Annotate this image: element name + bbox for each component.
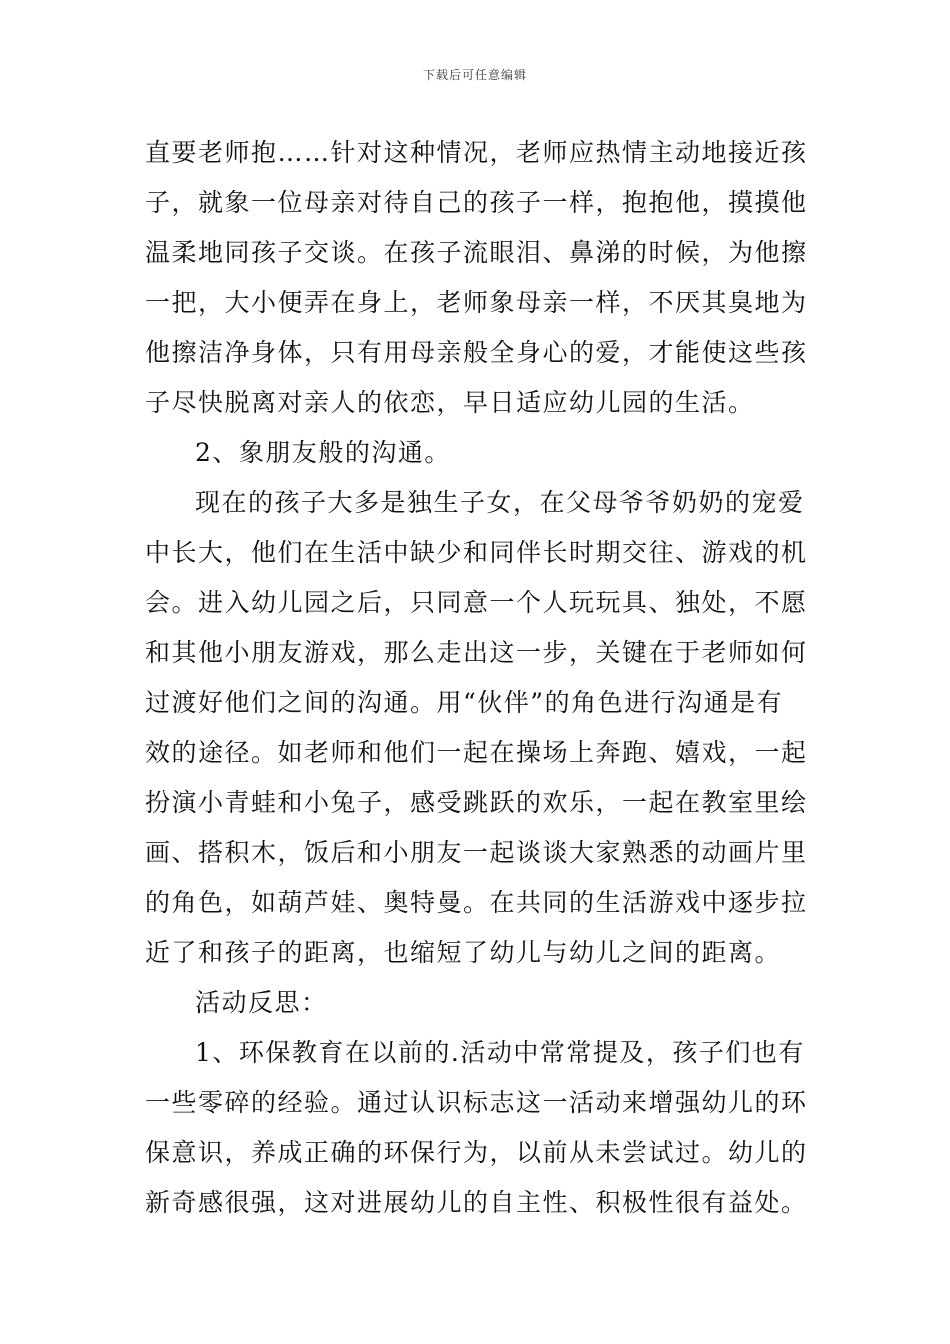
text-line: 子尽快脱离对亲人的依恋，早日适应幼儿园的生活。 <box>145 388 755 417</box>
text-line: 扮演小青蛙和小兔子，感受跳跃的欢乐，一起在教室里绘 <box>145 788 808 817</box>
text-line: 近了和孩子的距离，也缩短了幼儿与幼儿之间的距离。 <box>145 938 782 967</box>
text-line: 温柔地同孩子交谈。在孩子流眼泪、鼻涕的时候，为他擦 <box>145 238 808 267</box>
text-line: 一些零碎的经验。通过认识标志这一活动来增强幼儿的环 <box>145 1088 808 1117</box>
text-line: 子，就象一位母亲对待自己的孩子一样，抱抱他，摸摸他 <box>145 188 808 217</box>
text-line: 的角色，如葫芦娃、奥特曼。在共同的生活游戏中逐步拉 <box>145 888 808 917</box>
text-line: 保意识，养成正确的环保行为，以前从未尝试过。幼儿的 <box>145 1138 808 1167</box>
text-line: 2、象朋友般的沟通。 <box>195 438 451 467</box>
text-line: 现在的孩子大多是独生子女，在父母爷爷奶奶的宠爱 <box>195 488 805 517</box>
text-line: 效的途径。如老师和他们一起在操场上奔跑、嬉戏，一起 <box>145 738 808 767</box>
text-line: 直要老师抱……针对这种情况，老师应热情主动地接近孩 <box>145 138 808 167</box>
text-line: 1、环保教育在以前的.活动中常常提及，孩子们也有 <box>195 1038 805 1067</box>
page-header-note: 下载后可任意编辑 <box>422 68 527 82</box>
text-line: 他擦洁净身体，只有用母亲般全身心的爱，才能使这些孩 <box>145 338 808 367</box>
text-line: 活动反思： <box>195 988 328 1017</box>
text-line: 过渡好他们之间的沟通。用“伙伴”的角色进行沟通是有 <box>145 688 784 717</box>
text-line: 和其他小朋友游戏，那么走出这一步，关键在于老师如何 <box>145 638 808 667</box>
text-line: 会。进入幼儿园之后，只同意一个人玩玩具、独处，不愿 <box>145 588 808 617</box>
text-line: 新奇感很强，这对进展幼儿的自主性、积极性很有益处。 <box>145 1188 808 1217</box>
text-line: 一把，大小便弄在身上，老师象母亲一样，不厌其臭地为 <box>145 288 808 317</box>
body-text <box>145 128 810 1228</box>
text-line: 中长大，他们在生活中缺少和同伴长时期交往、游戏的机 <box>145 538 808 567</box>
text-line: 画、搭积木，饭后和小朋友一起谈谈大家熟悉的动画片里 <box>145 838 808 867</box>
